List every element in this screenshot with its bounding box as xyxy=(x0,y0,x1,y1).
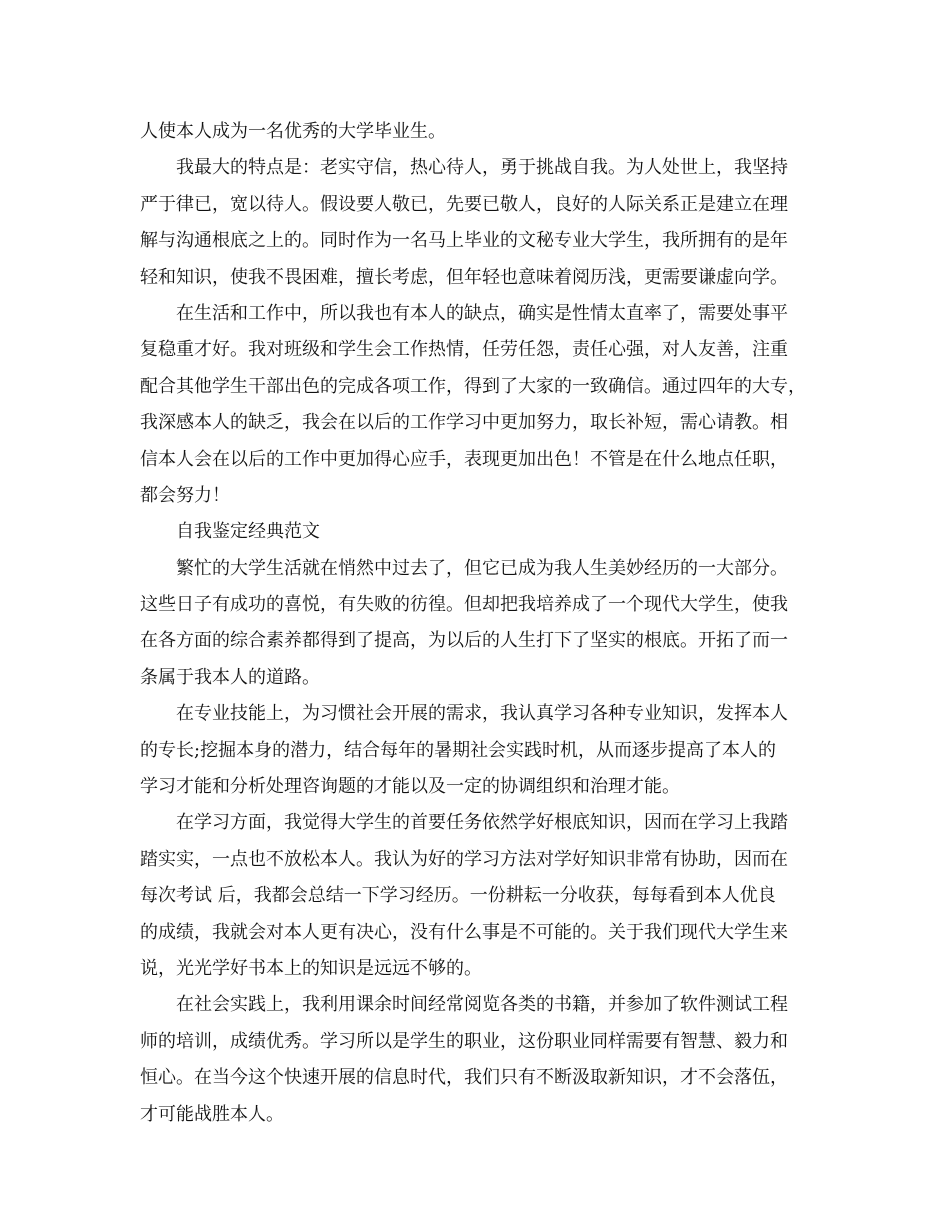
paragraph-first-line: 在社会实践上，我利用课余时间经常阅览各类的书籍，并参加了软件测试工程 xyxy=(176,994,788,1016)
text-line: 严于律已，宽以待人。假设要人敬已，先要已敬人，良好的人际关系正是建立在理 xyxy=(140,193,788,215)
paragraph-first-line: 在专业技能上，为习惯社会开展的需求，我认真学习各种专业知识，发挥本人 xyxy=(176,703,788,725)
text-line: 的成绩，我就会对本人更有决心，没有什么事是不可能的。关于我们现代大学生来 xyxy=(140,921,788,943)
text-line: 在各方面的综合素养都得到了提高，为以后的人生打下了坚实的根底。开拓了而一 xyxy=(140,630,788,652)
paragraph-first-line: 在生活和工作中，所以我也有本人的缺点，确实是性情太直率了，需要处事平 xyxy=(176,302,788,324)
text-line: 恒心。在当今这个快速开展的信息时代，我们只有不断汲取新知识，才不会落伍， xyxy=(140,1067,788,1089)
text-line: 轻和知识，使我不畏困难，擅长考虑，但年轻也意味着阅历浅，更需要谦虚向学。 xyxy=(140,266,788,288)
text-line: 人使本人成为一名优秀的大学毕业生。 xyxy=(140,121,446,142)
text-line: 踏实实，一点也不放松本人。我认为好的学习方法对学好知识非常有协助，因而在 xyxy=(140,848,788,870)
text-line: 解与沟通根底之上的。同时作为一名马上毕业的文秘专业大学生，我所拥有的是年 xyxy=(140,230,788,252)
paragraph-first-line: 我最大的特点是：老实守信，热心待人，勇于挑战自我。为人处世上，我坚持 xyxy=(176,157,788,179)
text-line: 说，光光学好书本上的知识是远远不够的。 xyxy=(140,957,482,979)
text-line: 每次考试 后，我都会总结一下学习经历。一份耕耘一分收获，每每看到本人优良 xyxy=(140,885,776,907)
paragraph-first-line: 在学习方面，我觉得大学生的首要任务依然学好根底知识，因而在学习上我踏 xyxy=(176,812,788,834)
text-line: 条属于我本人的道路。 xyxy=(140,666,320,688)
text-line: 师的培训，成绩优秀。学习所以是学生的职业，这份职业同样需要有智慧、毅力和 xyxy=(140,1030,788,1052)
text-line: 的专长;挖掘本身的潜力，结合每年的暑期社会实践时机，从而逐步提高了本人的 xyxy=(140,739,777,761)
text-line: 这些日子有成功的喜悦，有失败的彷徨。但却把我培养成了一个现代大学生，使我 xyxy=(140,594,788,616)
text-line: 我深感本人的缺乏，我会在以后的工作学习中更加努力，取长补短，需心请教。相 xyxy=(140,412,788,434)
text-line: 信本人会在以后的工作中更加得心应手，表现更加出色！不管是在什么地点任职， xyxy=(140,448,788,470)
text-line: 学习才能和分析处理咨询题的才能以及一定的协调组织和治理才能。 xyxy=(140,776,680,798)
text-line: 复稳重才好。我对班级和学生会工作热情，任劳任怨，责任心强，对人友善，注重 xyxy=(140,339,788,361)
section-heading: 自我鉴定经典范文 xyxy=(176,521,320,543)
document-body xyxy=(140,114,820,1133)
text-line: 才可能战胜本人。 xyxy=(140,1103,284,1125)
paragraph-first-line: 繁忙的大学生活就在悄然中过去了，但它已成为我人生美妙经历的一大部分。 xyxy=(176,557,788,579)
text-line: 配合其他学生干部出色的完成各项工作，得到了大家的一致确信。通过四年的大专， xyxy=(140,375,806,397)
text-line: 都会努力！ xyxy=(140,484,230,506)
